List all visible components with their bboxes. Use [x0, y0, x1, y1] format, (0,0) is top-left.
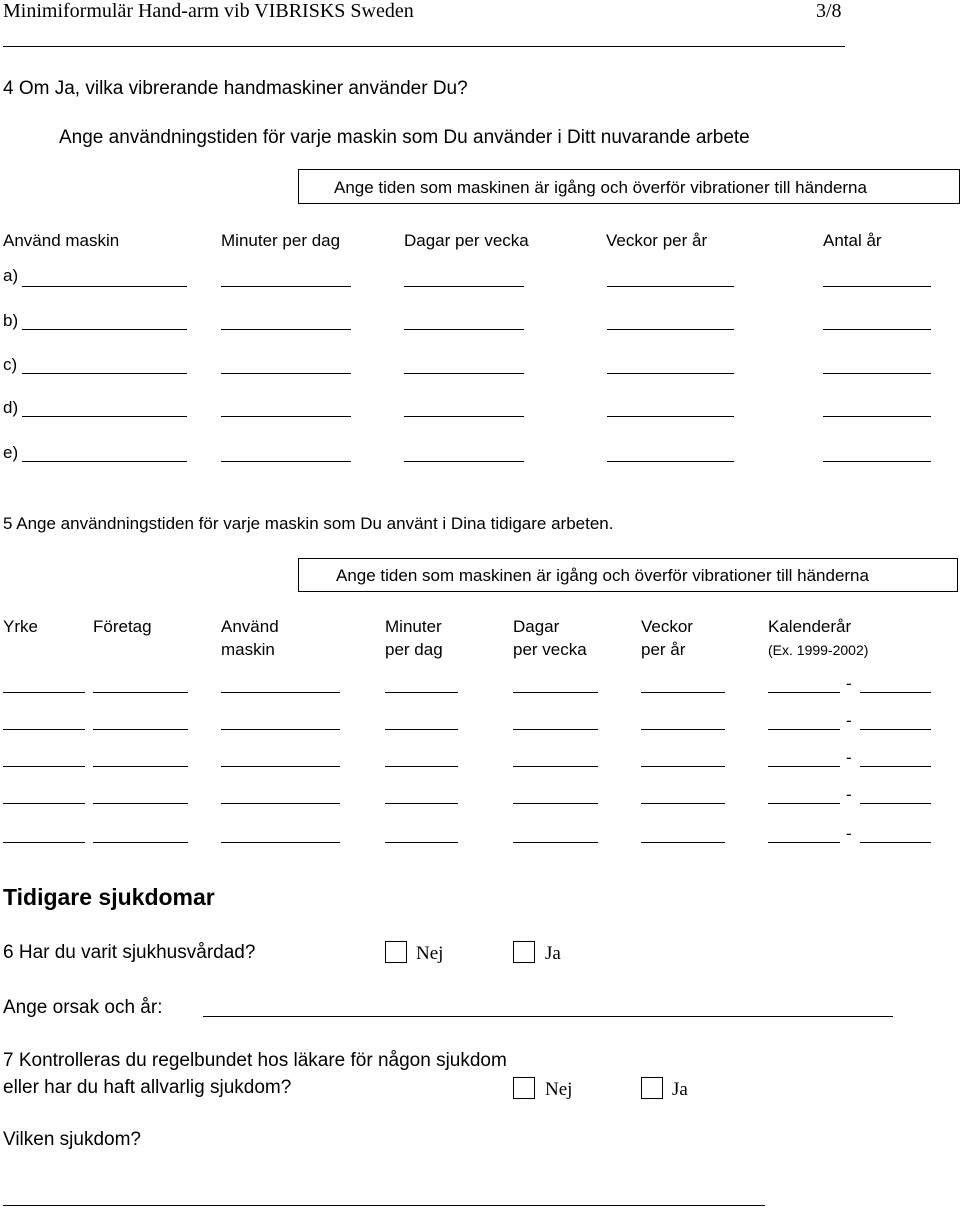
q7-no-checkbox[interactable]: [513, 1077, 535, 1099]
minutes-field[interactable]: [221, 373, 351, 374]
q5-col-days: Dagar: [513, 617, 560, 636]
q7-yes-checkbox[interactable]: [641, 1077, 663, 1099]
occupation-field[interactable]: [3, 692, 85, 693]
machine-field[interactable]: [22, 373, 187, 374]
days-field[interactable]: [404, 373, 524, 374]
weeks-field[interactable]: [641, 803, 725, 804]
machine-field[interactable]: [221, 729, 340, 730]
which-disease-label: Vilken sjukdom?: [3, 1129, 142, 1150]
q6-yes-checkbox[interactable]: [513, 941, 535, 963]
company-field[interactable]: [93, 692, 188, 693]
company-field[interactable]: [93, 729, 188, 730]
minutes-field[interactable]: [221, 286, 351, 287]
q7-question-line1: 7 Kontrolleras du regelbundet hos läkare för någon sjukdom: [3, 1050, 507, 1071]
q4-col-years: Antal år: [823, 231, 882, 250]
machine-field[interactable]: [221, 842, 340, 843]
row-label: d): [3, 398, 19, 417]
year-to-field[interactable]: [860, 803, 931, 804]
minutes-field[interactable]: [221, 329, 351, 330]
minutes-field[interactable]: [385, 842, 458, 843]
q5-col-minutes-2: per dag: [385, 640, 443, 659]
days-field[interactable]: [513, 842, 598, 843]
q5-col-minutes: Minuter: [385, 617, 442, 636]
q4-col-days: Dagar per vecka: [404, 231, 529, 250]
days-field[interactable]: [513, 803, 598, 804]
q5-col-company: Företag: [93, 617, 152, 636]
days-field[interactable]: [513, 729, 598, 730]
year-to-field[interactable]: [860, 766, 931, 767]
years-field[interactable]: [823, 286, 931, 287]
q4-question: 4 Om Ja, vilka vibrerande handmaskiner använder Du?: [3, 78, 468, 99]
year-from-field[interactable]: [768, 692, 840, 693]
year-to-field[interactable]: [860, 692, 931, 693]
row-label: a): [3, 266, 19, 285]
company-field[interactable]: [93, 766, 188, 767]
machine-field[interactable]: [22, 329, 187, 330]
occupation-field[interactable]: [3, 766, 85, 767]
machine-field[interactable]: [221, 803, 340, 804]
q5-col-weeks: Veckor: [641, 617, 693, 636]
q4-box-text: Ange tiden som maskinen är igång och överför vibrationer till händerna: [334, 178, 867, 197]
weeks-field[interactable]: [641, 842, 725, 843]
document-title: Minimiformulär Hand-arm vib VIBRISKS Sweden: [3, 0, 414, 22]
q5-col-calendar-example: (Ex. 1999-2002): [768, 642, 869, 658]
year-from-field[interactable]: [768, 803, 840, 804]
occupation-field[interactable]: [3, 842, 85, 843]
year-from-field[interactable]: [768, 729, 840, 730]
years-field[interactable]: [823, 416, 931, 417]
year-dash: -: [846, 748, 852, 767]
machine-field[interactable]: [221, 692, 340, 693]
years-field[interactable]: [823, 373, 931, 374]
minutes-field[interactable]: [385, 766, 458, 767]
occupation-field[interactable]: [3, 803, 85, 804]
reason-label: Ange orsak och år:: [3, 997, 163, 1018]
row-label: c): [3, 355, 18, 374]
company-field[interactable]: [93, 842, 188, 843]
q5-box-text: Ange tiden som maskinen är igång och överför vibrationer till händerna: [336, 566, 869, 585]
days-field[interactable]: [404, 329, 524, 330]
occupation-field[interactable]: [3, 729, 85, 730]
q5-col-machine-2: maskin: [221, 640, 275, 659]
weeks-field[interactable]: [607, 329, 734, 330]
q4-instruction: Ange användningstiden för varje maskin som Du använder i Ditt nuvarande arbete: [59, 127, 750, 148]
weeks-field[interactable]: [607, 461, 734, 462]
machine-field[interactable]: [22, 416, 187, 417]
year-dash: -: [846, 824, 852, 843]
page-number: 3/8: [816, 0, 842, 22]
year-dash: -: [846, 785, 852, 804]
q5-question: 5 Ange användningstiden för varje maskin som Du använt i Dina tidigare arbeten.: [3, 514, 614, 533]
years-field[interactable]: [823, 329, 931, 330]
machine-field[interactable]: [221, 766, 340, 767]
machine-field[interactable]: [22, 286, 187, 287]
year-from-field[interactable]: [768, 842, 840, 843]
minutes-field[interactable]: [221, 461, 351, 462]
q4-col-machine: Använd maskin: [3, 231, 120, 250]
minutes-field[interactable]: [385, 692, 458, 693]
days-field[interactable]: [404, 286, 524, 287]
minutes-field[interactable]: [221, 416, 351, 417]
q6-no-checkbox[interactable]: [385, 941, 407, 963]
q6-yes-label: Ja: [545, 943, 561, 964]
q7-question-line2: eller har du haft allvarlig sjukdom?: [3, 1077, 292, 1098]
weeks-field[interactable]: [641, 729, 725, 730]
weeks-field[interactable]: [641, 692, 725, 693]
days-field[interactable]: [404, 416, 524, 417]
q4-col-weeks: Veckor per år: [606, 231, 708, 250]
q7-no-label: Nej: [545, 1079, 573, 1100]
years-field[interactable]: [823, 461, 931, 462]
q5-col-days-2: per vecka: [513, 640, 587, 659]
section-heading: Tidigare sjukdomar: [3, 884, 215, 910]
q4-col-minutes: Minuter per dag: [221, 231, 341, 250]
q6-no-label: Nej: [416, 943, 444, 964]
q5-col-machine: Använd: [221, 617, 279, 636]
year-dash: -: [846, 711, 852, 730]
minutes-field[interactable]: [385, 803, 458, 804]
reason-field[interactable]: [203, 1016, 893, 1017]
year-to-field[interactable]: [860, 729, 931, 730]
year-from-field[interactable]: [768, 766, 840, 767]
days-field[interactable]: [404, 461, 524, 462]
q6-question: 6 Har du varit sjukhusvårdad?: [3, 942, 256, 963]
machine-field[interactable]: [22, 461, 187, 462]
weeks-field[interactable]: [607, 286, 734, 287]
q7-yes-label: Ja: [672, 1079, 688, 1100]
q5-col-calendar-years: Kalenderår: [768, 617, 852, 636]
weeks-field[interactable]: [607, 416, 734, 417]
company-field[interactable]: [93, 803, 188, 804]
minutes-field[interactable]: [385, 729, 458, 730]
q5-col-weeks-2: per år: [641, 640, 686, 659]
header-rule: [3, 46, 845, 47]
days-field[interactable]: [513, 766, 598, 767]
weeks-field[interactable]: [607, 373, 734, 374]
year-to-field[interactable]: [860, 842, 931, 843]
which-disease-field[interactable]: [3, 1205, 765, 1206]
q5-col-occupation: Yrke: [3, 617, 38, 636]
row-label: b): [3, 311, 19, 330]
weeks-field[interactable]: [641, 766, 725, 767]
row-label: e): [3, 443, 19, 462]
year-dash: -: [846, 674, 852, 693]
days-field[interactable]: [513, 692, 598, 693]
